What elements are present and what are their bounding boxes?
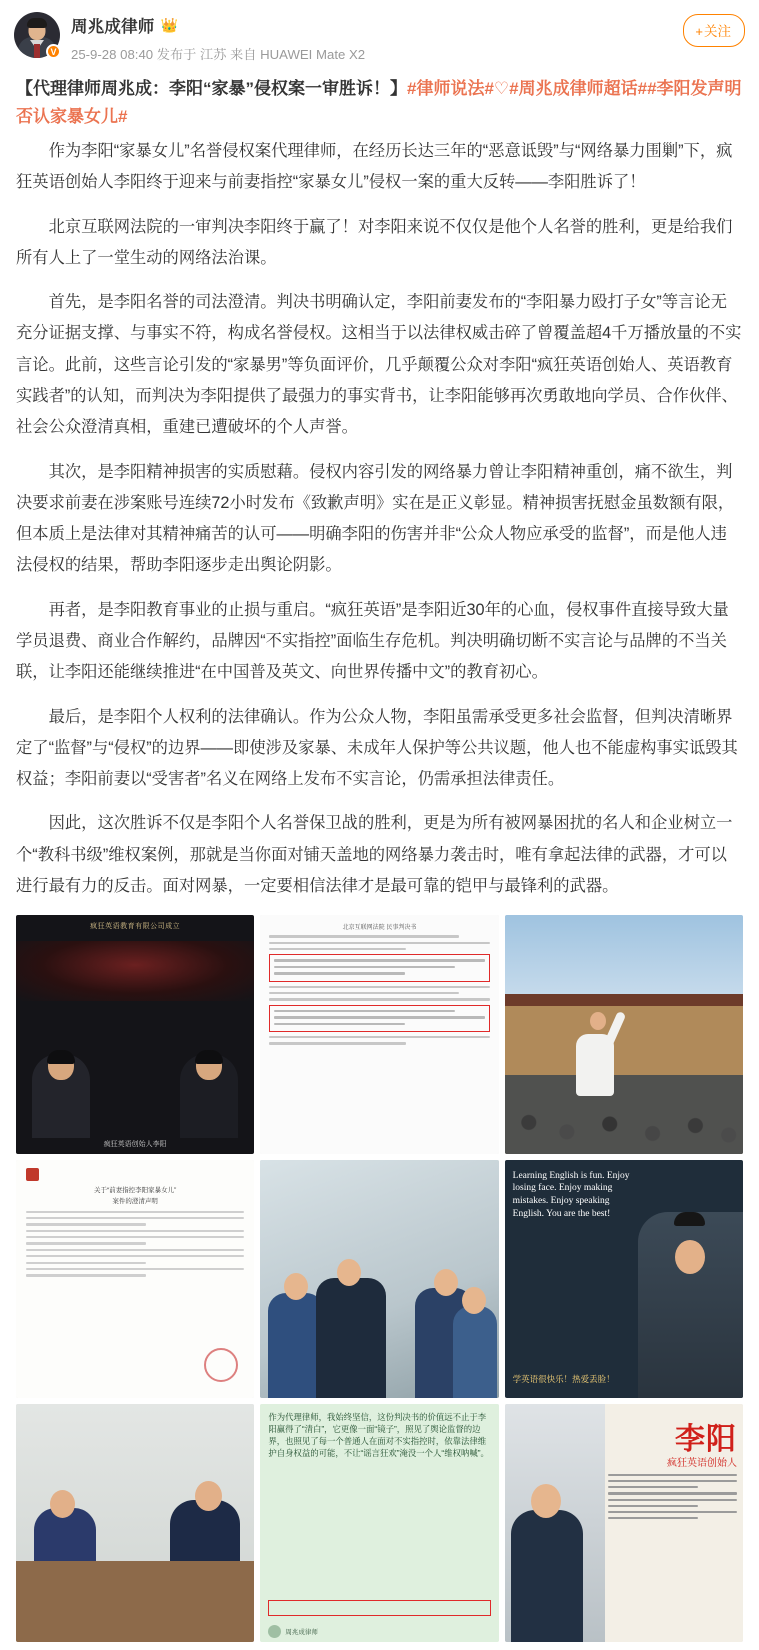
crown-icon: 👑	[160, 17, 178, 33]
plus-icon: +	[695, 24, 703, 39]
post-paragraph: 北京互联网法院的一审判决李阳终于赢了！对李阳来说不仅仅是他个人名誉的胜利，更是给我们所有人上了一堂生动的网络法治课。	[16, 217, 733, 267]
post-image-5[interactable]	[260, 1160, 498, 1398]
topic-link-3[interactable]: #李阳发声明否认家暴女儿#	[16, 79, 742, 126]
name-row	[71, 13, 683, 37]
post-title	[0, 69, 759, 130]
image-9-sub-name: 疯狂英语创始人	[666, 1457, 737, 1469]
image-9-big-name: 李阳	[674, 1422, 737, 1456]
post-paragraph: 再者，是李阳教育事业的止损与重启。“疯狂英语”是李阳近30年的心血，侵权事件直接导致大量学员退费、商业合作解约，品牌因“不实指控”面临生存危机。判决明确切断不实言论与品牌的不当关联，让李阳还能继续推进“在中国普及英文、向世界传播中文”的教育初心。	[16, 600, 729, 682]
verified-badge-icon: V	[46, 44, 61, 59]
author-name[interactable]: 周兆成律师	[71, 18, 155, 36]
topic-link-2[interactable]: #周兆成律师超话#	[509, 79, 648, 98]
header-text-block	[71, 12, 683, 63]
post-paragraph: 作为李阳“家暴女儿”名誉侵权案代理律师，在经历长达三年的“恶意诋毁”与“网络暴力围剿”下，疯狂英语创始人李阳终于迎来与前妻指控“家暴女儿”侵权一案的重大反转——李阳胜诉了！	[16, 142, 733, 192]
post-header	[0, 0, 759, 69]
post-paragraph: 最后，是李阳个人权利的法律确认。作为公众人物，李阳虽需承受更多社会监督，但判决清晰界定了“监督”与“侵权”的边界——即使涉及家暴、未成年人保护等公共议题，他人也不能虚构事实诋毁其权益；李阳前妻以“受害者”名义在网络上发布不实言论，仍需承担法律责任。	[16, 707, 738, 789]
follow-button-label: 关注	[704, 24, 731, 39]
image-4-title-line2: 案件的澄清声明	[112, 1197, 158, 1205]
post-paragraph: 因此，这次胜诉不仅是李阳个人名誉保卫战的胜利，更是为所有被网暴困扰的名人和企业树立一个“教科书级”维权案例，那就是当你面对铺天盖地的网络暴力袭击时，唯有拿起法律的武器，才可以进行最有力的反击。面对网暴，一定要相信法律才是最可靠的铠甲与最锋利的武器。	[16, 814, 733, 895]
topic-link-1[interactable]: #律师说法#	[407, 79, 494, 98]
image-4-title-line1: 关于“前妻指控李阳家暴女儿”	[93, 1186, 177, 1194]
image-2-title: 北京互联网法院 民事判决书	[342, 925, 417, 932]
post-body	[0, 130, 759, 902]
post-paragraph: 首先，是李阳名誉的司法澄清。判决书明确认定，李阳前妻发布的“李阳暴力殴打子女”等言论无充分证据支撑、与事实不符，构成名誉侵权。这相当于以法律权威击碎了曾覆盖超4千万播放量的不实言论。此前，这些言论引发的“家暴男”等负面评价，几乎颠覆公众对李阳“疯狂英语创始人、英语教育实践者”的认知，而判决为李阳提供了最强力的事实背书，让李阳能够再次勇敢地向学员、合作伙伴、社会公众澄清真相，重建已遭破坏的个人声誉。	[16, 293, 742, 437]
heart-icon: ♡	[493, 79, 510, 98]
avatar[interactable]	[14, 12, 60, 58]
image-8-footer-name: 周兆成律师	[285, 1629, 318, 1637]
post-image-2[interactable]	[260, 915, 498, 1153]
image-1-caption-bottom: 疯狂英语创始人李阳	[103, 1140, 167, 1148]
image-8-text: 作为代理律师，我始终坚信，这份判决书的价值远不止于李阳赢得了“清白”，它更像一面“镜子”，照见了舆论监督的边界，也照见了每一个普通人在面对不实指控时，依靠法律维护自身权益的可能，不让“谣言狂欢”淹没一个人“维权呐喊”。	[268, 1411, 489, 1458]
post-image-7[interactable]	[16, 1404, 254, 1642]
image-8-avatar-icon	[268, 1625, 281, 1638]
post-title-main: 【代理律师周兆成：李阳“家暴”侵权案一审胜诉！】	[16, 79, 407, 98]
post-image-8[interactable]	[260, 1404, 498, 1642]
image-1-caption-top: 疯狂英语教育有限公司成立	[90, 923, 181, 931]
post-image-6[interactable]	[505, 1160, 743, 1398]
image-6-quote-cn: 学英语很快乐！热爱丢脸！	[512, 1374, 615, 1385]
post-image-grid	[16, 915, 743, 1642]
post-image-1[interactable]	[16, 915, 254, 1153]
post-image-4[interactable]	[16, 1160, 254, 1398]
post-image-3[interactable]	[505, 915, 743, 1153]
post-image-9[interactable]	[505, 1404, 743, 1642]
post-meta: 25-9-28 08:40 发布于 江苏 来自 HUAWEI Mate X2	[71, 47, 366, 62]
follow-button[interactable]	[683, 14, 745, 47]
post-paragraph: 其次，是李阳精神损害的实质慰藉。侵权内容引发的网络暴力曾让李阳精神重创，痛不欲生，判决要求前妻在涉案账号连续72小时发布《致歉声明》实在是正义彰显。精神损害抚慰金虽数额有限，但本质上是法律对其精神痛苦的认可——明确李阳的伤害并非“公众人物应承受的监督”，而是他人违法侵权的结果，帮助李阳逐步走出舆论阴影。	[16, 462, 735, 575]
image-6-quote: Learning English is fun. Enjoy losing face. Enjoy making mistakes. Enjoy speaking English. You are the best!	[512, 1170, 630, 1220]
